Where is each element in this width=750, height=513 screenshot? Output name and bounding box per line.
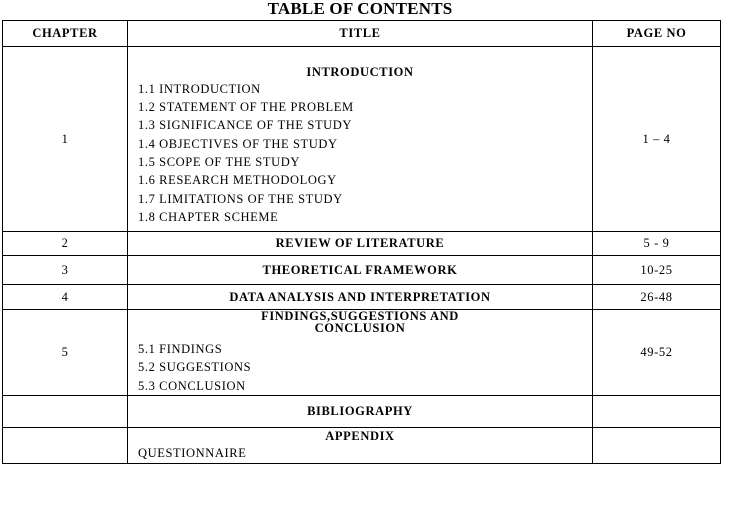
- page-range: 1 – 4: [593, 47, 721, 232]
- chapter-heading-line: FINDINGS,SUGGESTIONS AND: [261, 309, 459, 324]
- table-row: [3, 232, 721, 256]
- chapter-heading: DATA ANALYSIS AND INTERPRETATION: [128, 285, 593, 310]
- table-row: [3, 47, 721, 232]
- chapter-number: 5: [3, 310, 128, 396]
- section-item: 1.8 CHAPTER SCHEME: [138, 209, 279, 224]
- chapter-number: 1: [3, 47, 128, 232]
- chapter-heading: THEORETICAL FRAMEWORK: [128, 256, 593, 285]
- chapter-title-cell: [128, 428, 593, 464]
- section-item: 1.1 INTRODUCTION: [138, 81, 261, 96]
- section-item: QUESTIONNAIRE: [138, 446, 247, 461]
- chapter-heading: APPENDIX: [325, 429, 395, 444]
- table-row: [3, 285, 721, 310]
- page-range: 5 - 9: [593, 232, 721, 256]
- page-range: 26-48: [593, 285, 721, 310]
- chapter-heading: INTRODUCTION: [306, 64, 414, 79]
- header-chapter: CHAPTER: [3, 21, 128, 47]
- section-item: 5.3 CONCLUSION: [138, 378, 246, 393]
- table-row: [3, 310, 721, 396]
- header-row: [3, 21, 721, 47]
- chapter-number: 4: [3, 285, 128, 310]
- table-row: [3, 256, 721, 285]
- section-item: 1.6 RESEARCH METHODOLOGY: [138, 173, 337, 188]
- page-range: [593, 428, 721, 464]
- table-row: [3, 396, 721, 428]
- section-item: 1.7 LIMITATIONS OF THE STUDY: [138, 191, 343, 206]
- chapter-title-cell: [128, 310, 593, 396]
- chapter-title-cell: [128, 47, 593, 232]
- section-item: 1.2 STATEMENT OF THE PROBLEM: [138, 100, 354, 115]
- chapter-number: [3, 428, 128, 464]
- section-item: 1.5 SCOPE OF THE STUDY: [138, 155, 300, 169]
- section-item: 5.1 FINDINGS: [138, 342, 223, 357]
- chapter-number: 2: [3, 232, 128, 256]
- header-title: TITLE: [128, 21, 593, 47]
- document-title: TABLE OF CONTENTS: [267, 0, 453, 18]
- page-range: [593, 396, 721, 428]
- chapter-heading: REVIEW OF LITERATURE: [128, 232, 593, 256]
- page-range: 49-52: [593, 310, 721, 396]
- chapter-heading: BIBLIOGRAPHY: [128, 396, 593, 428]
- page-range: 10-25: [593, 256, 721, 285]
- header-page: PAGE NO: [593, 21, 721, 47]
- chapter-number: 3: [3, 256, 128, 285]
- section-item: 1.4 OBJECTIVES OF THE STUDY: [138, 136, 338, 151]
- section-item: 5.2 SUGGESTIONS: [138, 360, 252, 375]
- table-row: [3, 428, 721, 464]
- section-item: 1.3 SIGNIFICANCE OF THE STUDY: [138, 118, 353, 133]
- chapter-number: [3, 396, 128, 428]
- table-of-contents: [2, 20, 721, 464]
- chapter-heading-line: CONCLUSION: [314, 321, 406, 336]
